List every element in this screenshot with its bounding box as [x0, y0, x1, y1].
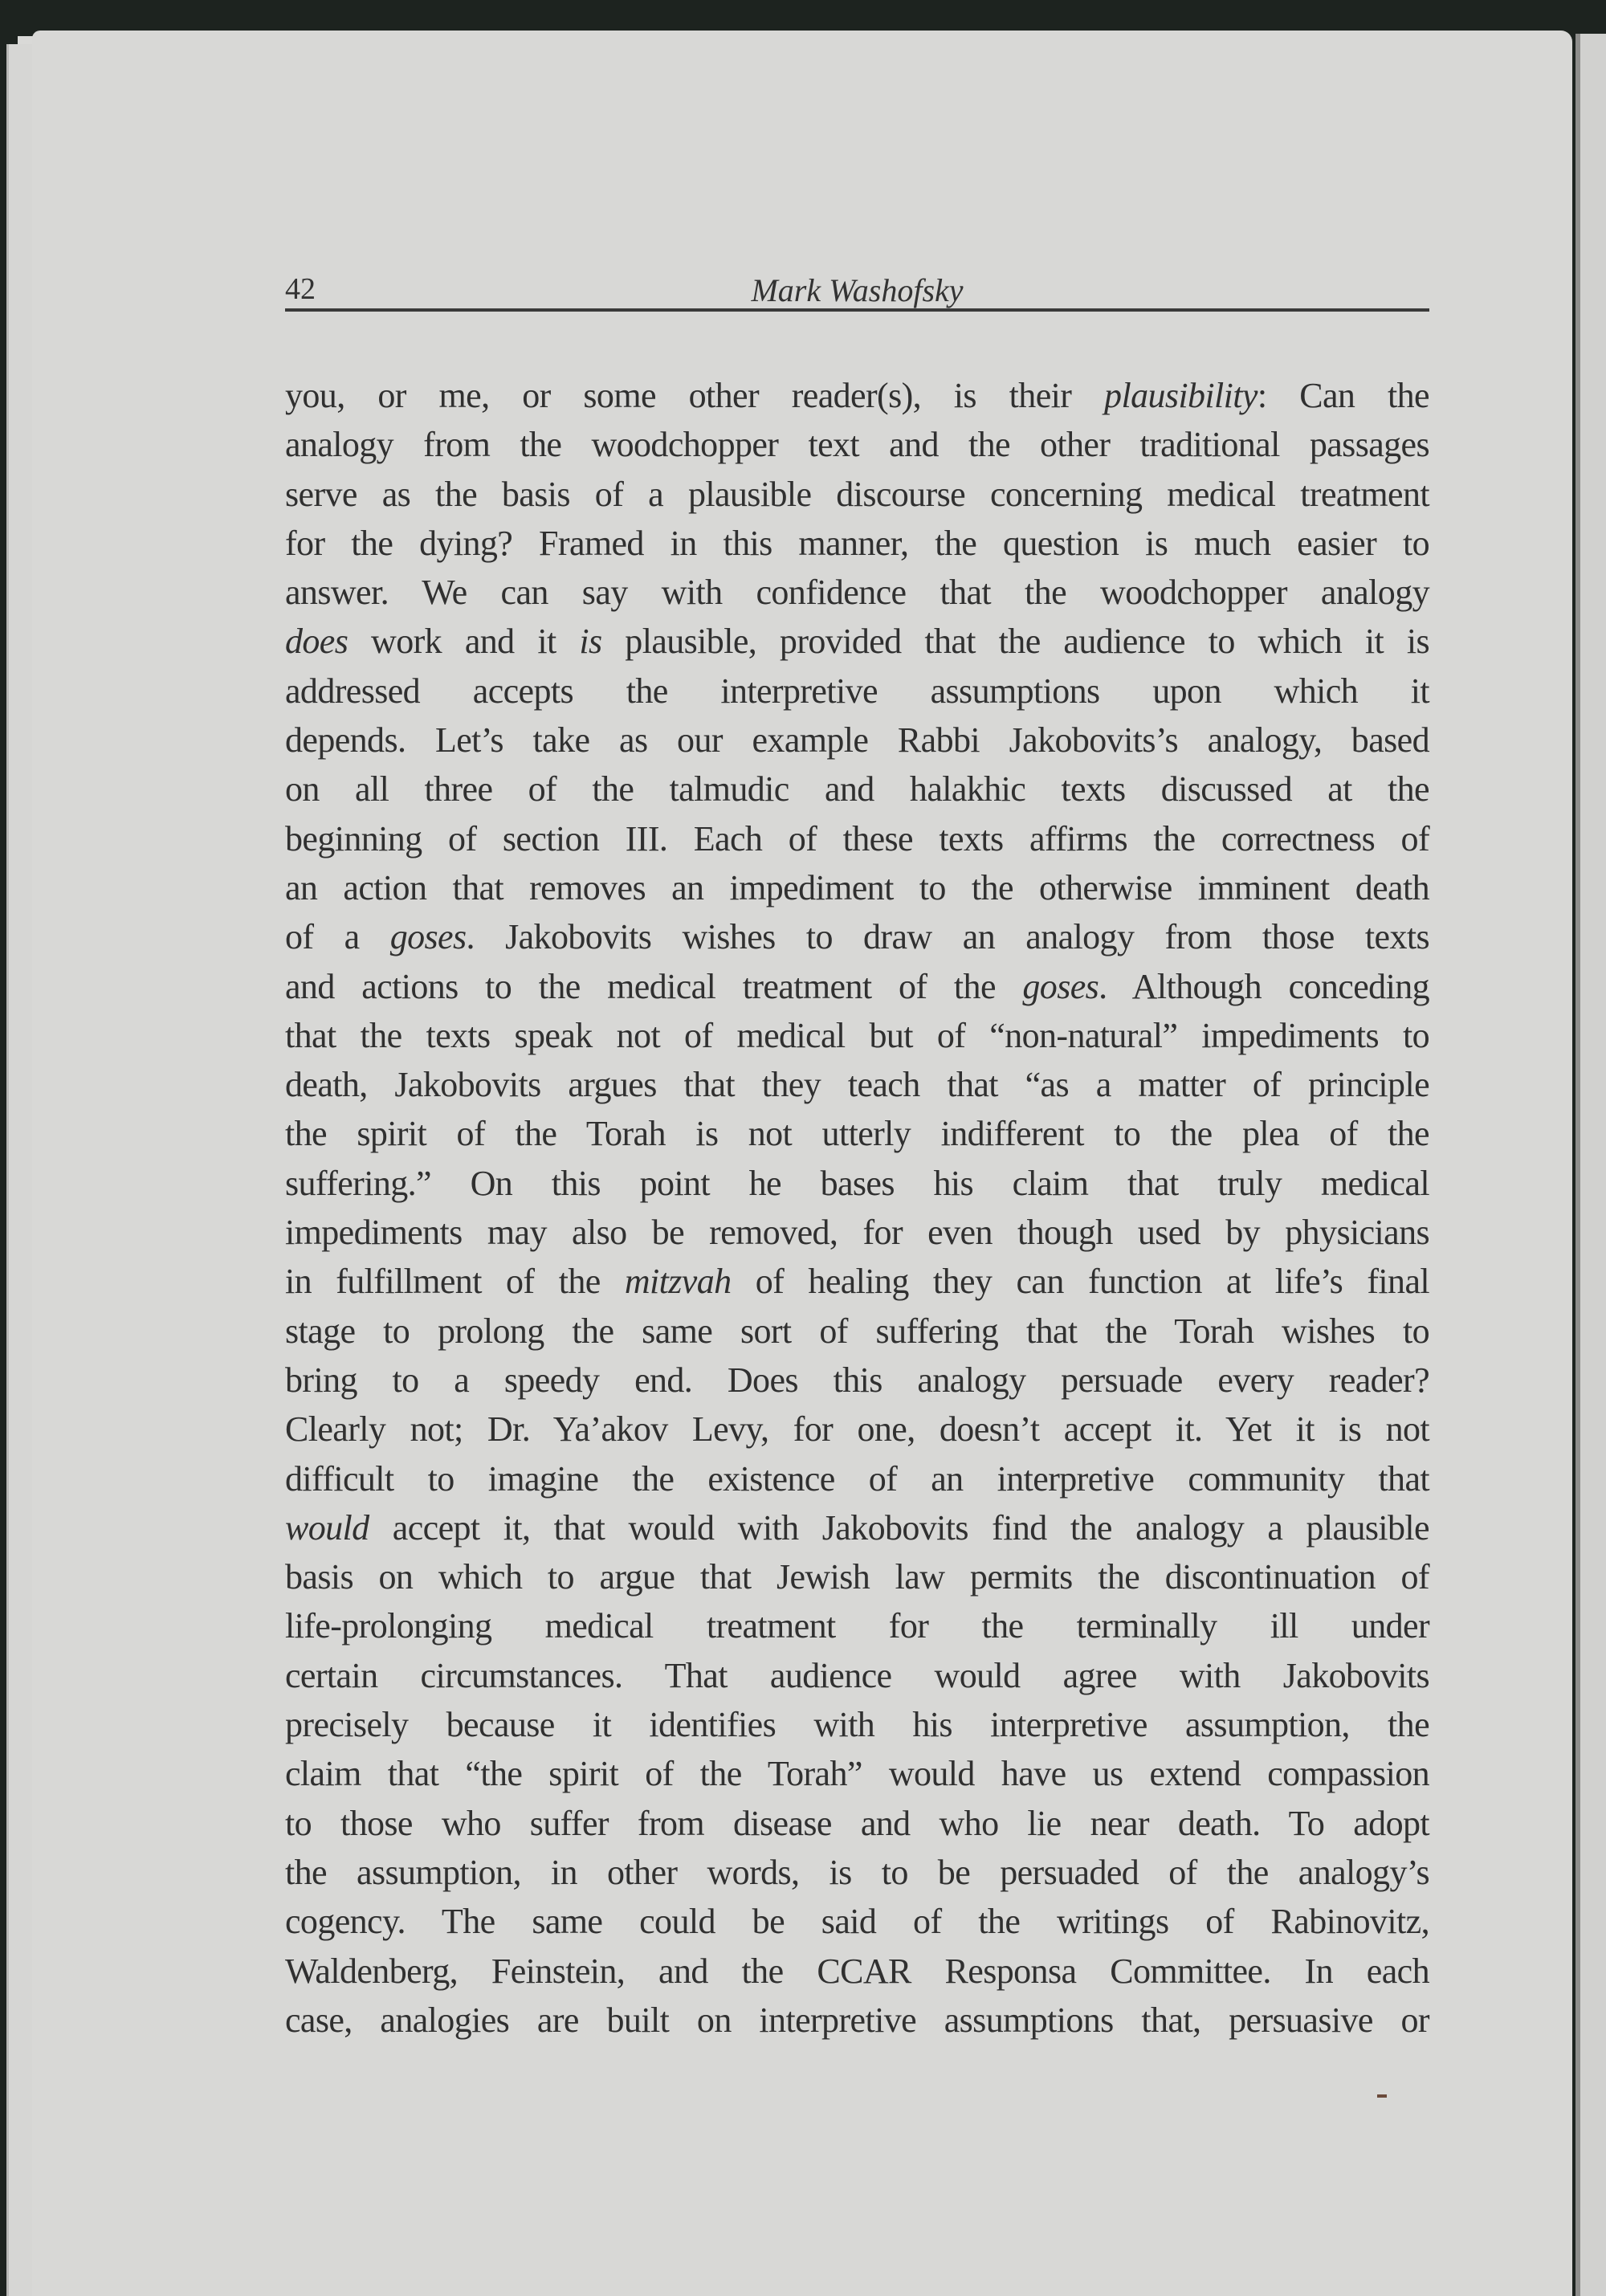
text-segment: stage to prolong the same sort of suffering that the Torah wishes to [285, 1311, 1429, 1351]
text-segment: life-prolonging medical treatment for the terminally ill under [285, 1606, 1429, 1646]
text-segment: . Jakobovits wishes to draw an analogy from those texts [466, 917, 1429, 957]
text-line [285, 1651, 1429, 1700]
text-segment: death, Jakobovits argues that they teach that “as a matter of principle [285, 1065, 1429, 1105]
text-segment: of a [285, 917, 390, 957]
text-segment: bring to a speedy end. Does this analogy persuade every reader? [285, 1360, 1429, 1400]
text-line [285, 765, 1429, 814]
text-line [285, 1307, 1429, 1356]
text-line [285, 1208, 1429, 1257]
text-line [285, 1749, 1429, 1798]
text-segment: : Can the [1257, 376, 1429, 415]
text-line [285, 568, 1429, 617]
text-line [285, 1109, 1429, 1158]
italic-text: does [285, 622, 349, 662]
text-line [285, 1552, 1429, 1601]
text-line [285, 1503, 1429, 1552]
text-segment: beginning of section III. Each of these texts affirms the correctness of [285, 818, 1429, 858]
text-segment: basis on which to argue that Jewish law permits the discontinuation of [285, 1557, 1429, 1597]
text-line [285, 716, 1429, 765]
text-line [285, 1405, 1429, 1454]
text-segment: impediments may also be removed, for even though used by physicians [285, 1213, 1429, 1253]
text-segment: you, or me, or some other reader(s), is their [285, 376, 1105, 415]
text-segment: of healing they can function at life’s final [731, 1262, 1429, 1302]
text-line [285, 1601, 1429, 1650]
text-segment: accept it, that would with Jakobovits find the analogy a plausible [369, 1507, 1429, 1548]
running-head-author: Mark Washofsky [751, 272, 964, 308]
text-segment: on all three of the talmudic and halakhic texts discussed at the [285, 769, 1429, 810]
text-line [285, 470, 1429, 519]
text-line [285, 1848, 1429, 1897]
italic-text: goses [1022, 966, 1099, 1006]
next-page-edge [1575, 34, 1606, 2296]
text-segment: precisely because it identifies with his interpretive assumption, the [285, 1705, 1429, 1745]
text-segment: and actions to the medical treatment of the [285, 966, 1023, 1006]
italic-text: mitzvah [624, 1262, 732, 1302]
text-line [285, 1159, 1429, 1208]
text-line [285, 1011, 1429, 1060]
text-segment: serve as the basis of a plausible discourse concerning medical treatment [285, 474, 1429, 514]
text-line [285, 667, 1429, 716]
text-line [285, 371, 1429, 420]
text-line [285, 863, 1429, 912]
text-segment: answer. We can say with confidence that the woodchopper analogy [285, 573, 1429, 613]
text-line [285, 814, 1429, 863]
italic-text: plausibility [1104, 376, 1257, 415]
scan-mark [1377, 2094, 1387, 2098]
text-segment: addressed accepts the interpretive assumptions upon which it [285, 671, 1429, 711]
text-line [285, 617, 1429, 666]
text-segment: suffering.” On this point he bases his claim that truly medical [285, 1163, 1429, 1203]
text-segment: for the dying? Framed in this manner, the question is much easier to [285, 523, 1429, 563]
text-line [285, 519, 1429, 568]
text-segment: cogency. The same could be said of the writings of Rabinovitz, [285, 1902, 1429, 1942]
italic-text: would [285, 1507, 369, 1548]
text-segment: depends. Let’s take as our example Rabbi Jakobovits’s analogy, based [285, 720, 1429, 761]
text-line [285, 1257, 1429, 1306]
text-segment: the spirit of the Torah is not utterly indifferent to the plea of the [285, 1114, 1429, 1154]
text-segment: the assumption, in other words, is to be persuaded of the analogy’s [285, 1852, 1429, 1892]
text-segment: Clearly not; Dr. Ya’akov Levy, for one, doesn’t accept it. Yet it is not [285, 1409, 1429, 1450]
italic-text: goses [389, 917, 467, 957]
text-line [285, 1700, 1429, 1749]
page-number: 42 [285, 272, 316, 306]
text-segment: plausible, provided that the audience to which it is [601, 622, 1429, 662]
text-line [285, 1799, 1429, 1848]
text-segment: analogy from the woodchopper text and the other traditional passages [285, 425, 1429, 465]
text-segment: certain circumstances. That audience would agree with Jakobovits [285, 1655, 1429, 1695]
text-segment: Waldenberg, Feinstein, and the CCAR Responsa Committee. In each [285, 1951, 1429, 1991]
text-segment: that the texts speak not of medical but of “non-natural” impediments to [285, 1015, 1429, 1055]
text-line [285, 1996, 1429, 2045]
body-text [285, 371, 1429, 2045]
italic-text: is [579, 622, 602, 662]
text-line [285, 1897, 1429, 1946]
text-line [285, 1356, 1429, 1405]
text-segment: claim that “the spirit of the Torah” would have us extend compassion [285, 1754, 1429, 1794]
text-line [285, 1947, 1429, 1996]
text-line [285, 962, 1429, 1011]
text-segment: . Although conceding [1099, 966, 1429, 1006]
text-line [285, 420, 1429, 469]
text-segment: work and it [348, 622, 580, 662]
text-segment: in fulfillment of the [285, 1262, 625, 1302]
text-line [285, 1454, 1429, 1503]
text-segment: case, analogies are built on interpretive assumptions that, persuasive or [285, 2000, 1429, 2040]
text-segment: to those who suffer from disease and who lie near death. To adopt [285, 1803, 1429, 1843]
running-head [285, 271, 1429, 312]
text-line [285, 912, 1429, 961]
text-segment: difficult to imagine the existence of an interpretive community that [285, 1458, 1429, 1499]
text-segment: an action that removes an impediment to the otherwise imminent death [285, 867, 1429, 907]
text-line [285, 1060, 1429, 1109]
